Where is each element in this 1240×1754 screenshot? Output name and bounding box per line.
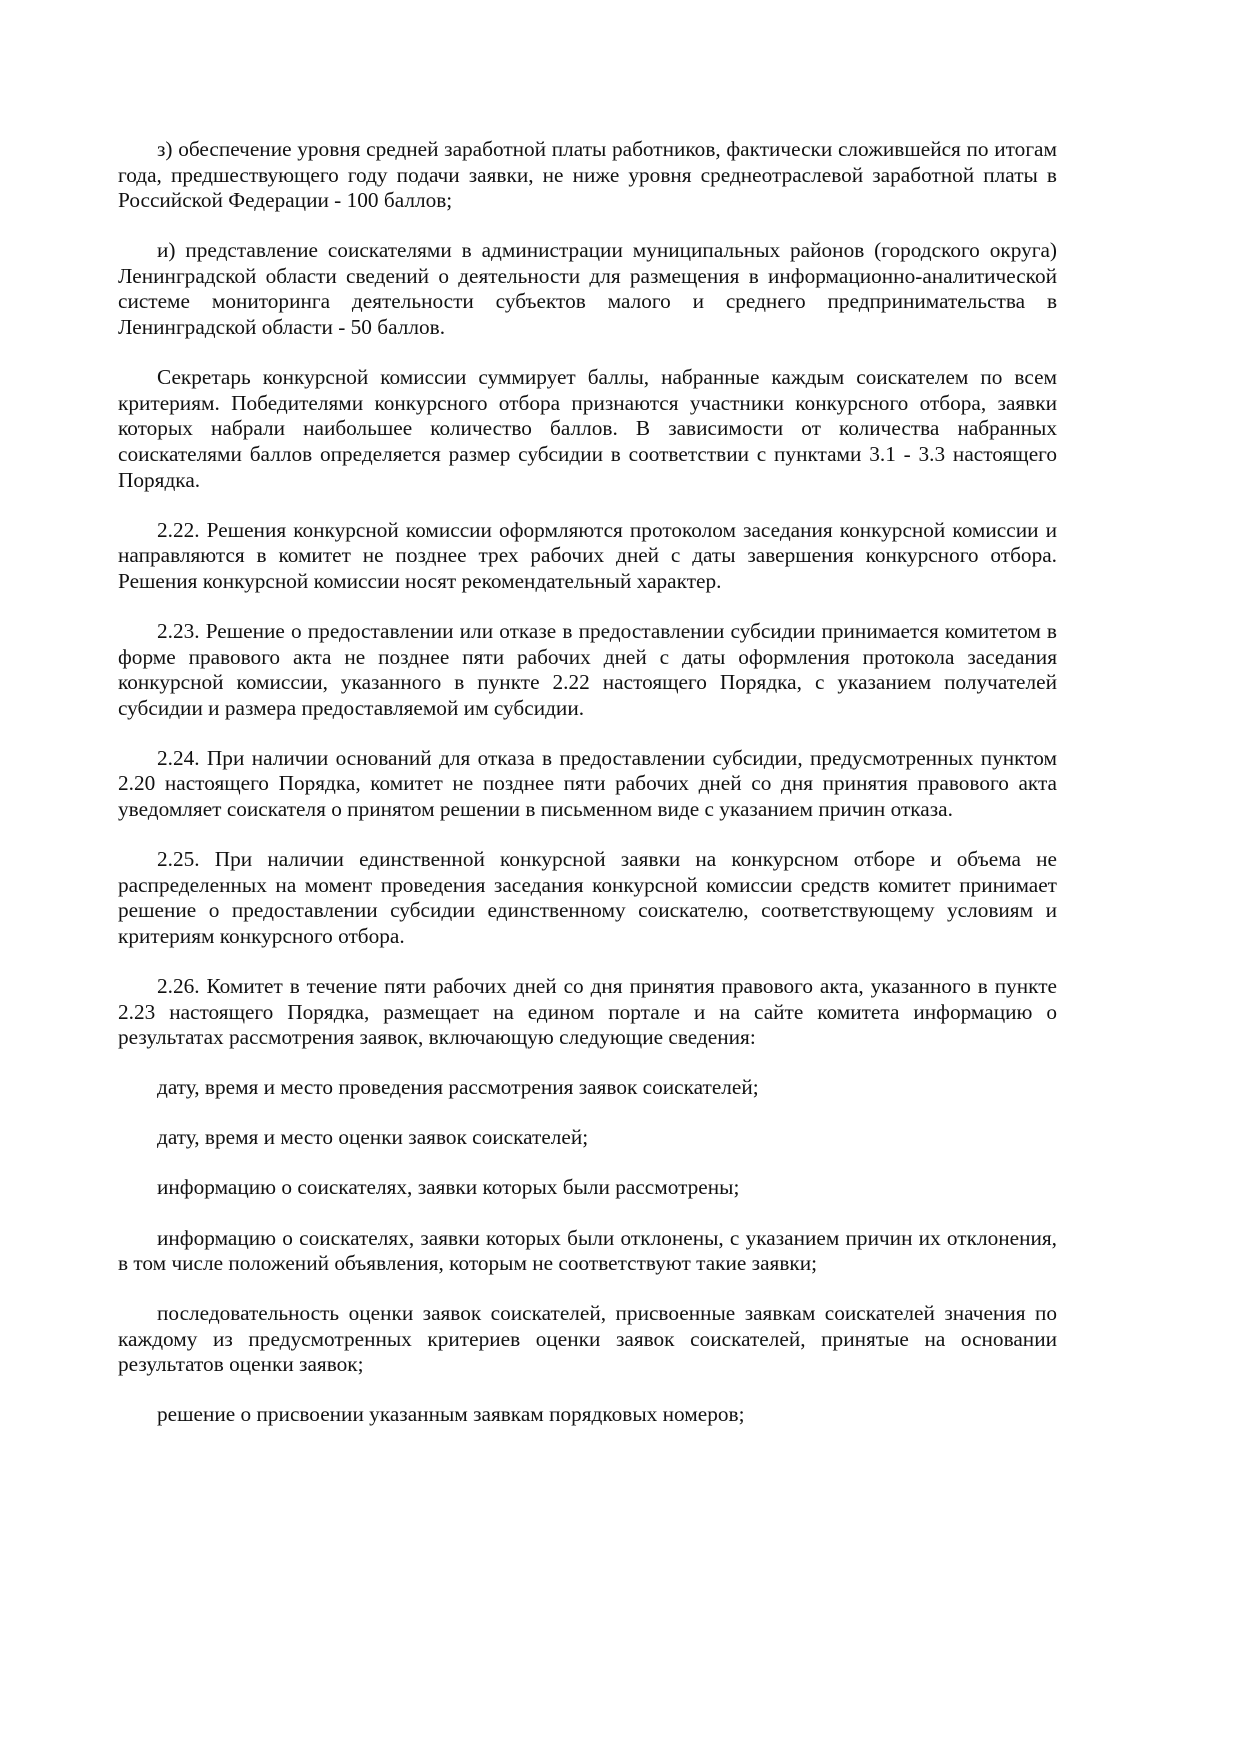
paragraph-criterion-z: з) обеспечение уровня средней заработной платы работников, фактически сложившейся по итогам года, предшествующего году подачи заявки, не ниже уровня среднеотраслевой заработной платы в Российской Федерации - 100 баллов; (118, 137, 1057, 213)
paragraph-2-25: 2.25. При наличии единственной конкурсной заявки на конкурсном отборе и объема не распределенных на момент проведения заседания конкурсной комиссии средств комитет принимает решение о предоставлении субсидии единственному соискателю, соответствующему условиям и критериям конкурсного отбора. (118, 847, 1057, 948)
list-item-ordinal-numbers: решение о присвоении указанным заявкам порядковых номеров; (157, 1402, 745, 1427)
list-item-evaluation-date: дату, время и место оценки заявок соискателей; (157, 1125, 589, 1150)
paragraph-2-22: 2.22. Решения конкурсной комиссии оформляются протоколом заседания конкурсной комиссии и направляются в комитет не позднее трех рабочих дней с даты завершения конкурсного отбора. Решения конкурсной комиссии носят рекомендательный характер. (118, 517, 1057, 593)
paragraph-2-23: 2.23. Решение о предоставлении или отказе в предоставлении субсидии принимается комитетом в форме правового акта не позднее пяти рабочих дней с даты оформления протокола заседания конкурсной комиссии, указанного в пункте 2.22 настоящего Порядка, с указанием получателей субсидии и размера предоставляемой им субсидии. (118, 618, 1057, 720)
paragraph-secretary-scoring: Секретарь конкурсной комиссии суммирует баллы, набранные каждым соискателем по всем критериям. Победителями конкурсного отбора признаются участники конкурсного отбора, заявки которых набрали наибольшее количество баллов. В зависимости от количества набранных соискателями баллов определяется размер субсидии в соответствии с пунктами 3.1 - 3.3 настоящего Порядка. (118, 365, 1057, 492)
list-item-reviewed-applicants: информацию о соискателях, заявки которых были рассмотрены; (157, 1175, 740, 1200)
paragraph-2-26: 2.26. Комитет в течение пяти рабочих дней со дня принятия правового акта, указанного в пункте 2.23 настоящего Порядка, размещает на едином портале и на сайте комитета информацию о результатах рассмотрения заявок, включающую следующие сведения: (118, 973, 1057, 1050)
paragraph-2-24: 2.24. При наличии оснований для отказа в предоставлении субсидии, предусмотренных пунктом 2.20 настоящего Порядка, комитет не позднее пяти рабочих дней со дня принятия правового акта уведомляет соискателя о принятом решении в письменном виде с указанием причин отказа. (118, 745, 1057, 821)
list-item-rejected-applicants: информацию о соискателях, заявки которых были отклонены, с указанием причин их отклонения, в том числе положений объявления, которым не соответствуют такие заявки; (118, 1225, 1057, 1276)
list-item-review-date: дату, время и место проведения рассмотрения заявок соискателей; (157, 1075, 759, 1100)
list-item-evaluation-sequence: последовательность оценки заявок соискателей, присвоенные заявкам соискателей значения по каждому из предусмотренных критериев оценки заявок соискателей, принятые на основании результатов оценки заявок; (118, 1301, 1057, 1377)
document-page (118, 137, 1057, 1453)
paragraph-criterion-i: и) представление соискателями в администрации муниципальных районов (городского округа) Ленинградской области сведений о деятельности для размещения в информационно-аналитической системе мониторинга деятельности субъектов малого и среднего предпринимательства в Ленинградской области - 50 баллов. (118, 238, 1057, 340)
